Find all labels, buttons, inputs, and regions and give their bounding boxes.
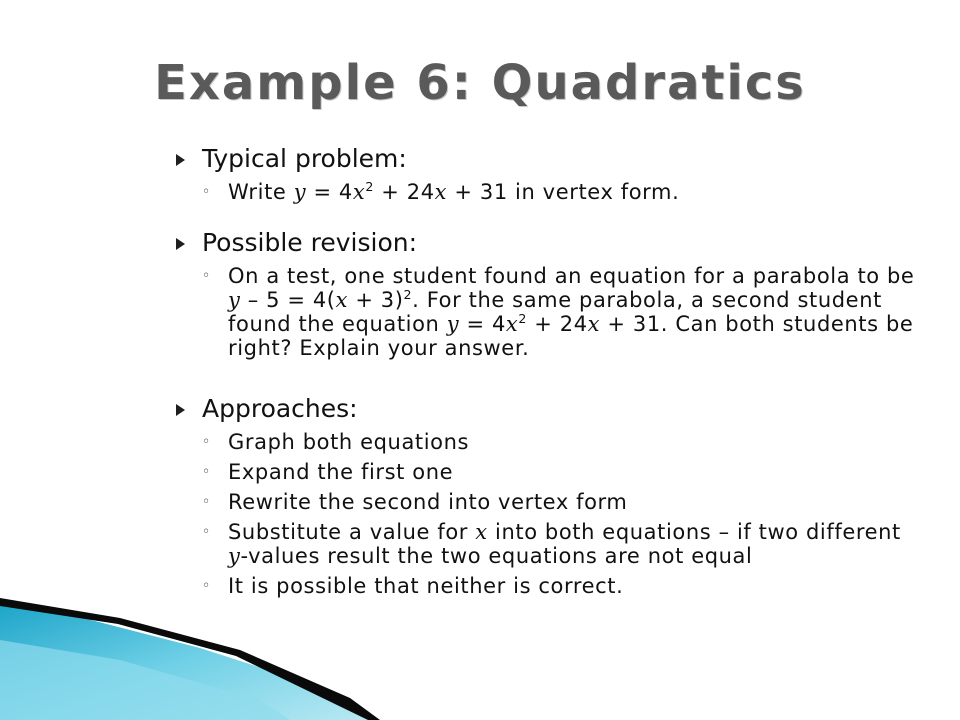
text-fragment: Expand the first one — [228, 460, 454, 484]
ring-bullet-icon: ◦ — [202, 494, 211, 510]
exponent: 2 — [365, 179, 374, 194]
math-variable: x — [505, 312, 519, 336]
math-variable: x — [434, 180, 448, 204]
triangle-bullet-icon — [176, 154, 185, 166]
text-fragment: = 4 — [306, 180, 353, 204]
text-fragment: On a test, one student found an equation for a parabola to be — [228, 264, 915, 288]
text-fragment: + 24 — [527, 312, 588, 336]
text-fragment: + 31 — [447, 180, 508, 204]
heading-possible-revision: Possible revision: — [202, 228, 418, 257]
heading-approaches: Approaches: — [202, 394, 358, 423]
text-fragment: + 31. Can both students be right? Explain your answer. — [228, 312, 914, 360]
text-fragment: Graph both equations — [228, 430, 470, 454]
ring-bullet-icon: ◦ — [202, 268, 211, 284]
text-fragment: = 4 — [459, 312, 506, 336]
ring-bullet-icon: ◦ — [202, 434, 211, 450]
math-variable: x — [335, 288, 349, 312]
math-variable: x — [587, 312, 601, 336]
text-fragment: in vertex form. — [507, 180, 680, 204]
list-item-revision — [176, 264, 916, 360]
exponent: 2 — [518, 311, 527, 326]
section-typical-problem — [176, 142, 916, 204]
slide-title: Example 6: Quadratics — [154, 55, 806, 111]
bullet-approaches — [176, 392, 916, 426]
text-fragment: -values result the two equations are not equal — [240, 544, 753, 568]
ring-bullet-icon: ◦ — [202, 524, 211, 540]
text-fragment: . For the same parabola, a second student found the equation — [228, 288, 882, 336]
triangle-bullet-icon — [176, 404, 185, 416]
bullet-typical-problem — [176, 142, 916, 176]
list-item-typical — [176, 180, 916, 204]
list-item-expand — [176, 460, 916, 484]
possible-revision-list — [176, 264, 916, 360]
bullet-possible-revision — [176, 226, 916, 260]
ring-bullet-icon: ◦ — [202, 184, 211, 200]
section-approaches — [176, 392, 916, 598]
text-fragment: + 3) — [348, 288, 404, 312]
text-fragment: + 24 — [373, 180, 435, 204]
text-fragment: – 5 = 4( — [240, 288, 336, 312]
math-variable: y — [293, 180, 307, 204]
list-item-graph — [176, 430, 916, 454]
exponent: 2 — [403, 287, 413, 302]
heading-typical-problem: Typical problem: — [202, 144, 407, 173]
slide-content — [176, 142, 916, 604]
text-fragment: It is possible that neither is correct. — [228, 574, 624, 598]
teal-swoosh — [0, 600, 370, 720]
text-fragment: Write — [228, 180, 294, 204]
list-item-substitute — [176, 520, 916, 568]
math-variable: y — [228, 288, 241, 312]
ring-bullet-icon: ◦ — [202, 578, 211, 594]
approaches-list — [176, 430, 916, 598]
math-variable: y — [228, 544, 241, 568]
text-fragment: into both equations – if two different — [487, 520, 901, 544]
math-variable: x — [352, 180, 366, 204]
teal-swoosh-light — [0, 640, 290, 720]
text-fragment: Rewrite the second into vertex form — [228, 490, 628, 514]
math-variable: y — [446, 312, 460, 336]
list-item-neither — [176, 574, 916, 598]
text-fragment: Substitute a value for — [228, 520, 476, 544]
list-item-rewrite — [176, 490, 916, 514]
triangle-bullet-icon — [176, 238, 185, 250]
black-swoosh — [0, 598, 380, 720]
typical-problem-list — [176, 180, 916, 204]
ring-bullet-icon: ◦ — [202, 464, 211, 480]
section-possible-revision — [176, 226, 916, 360]
math-variable: x — [475, 520, 488, 544]
